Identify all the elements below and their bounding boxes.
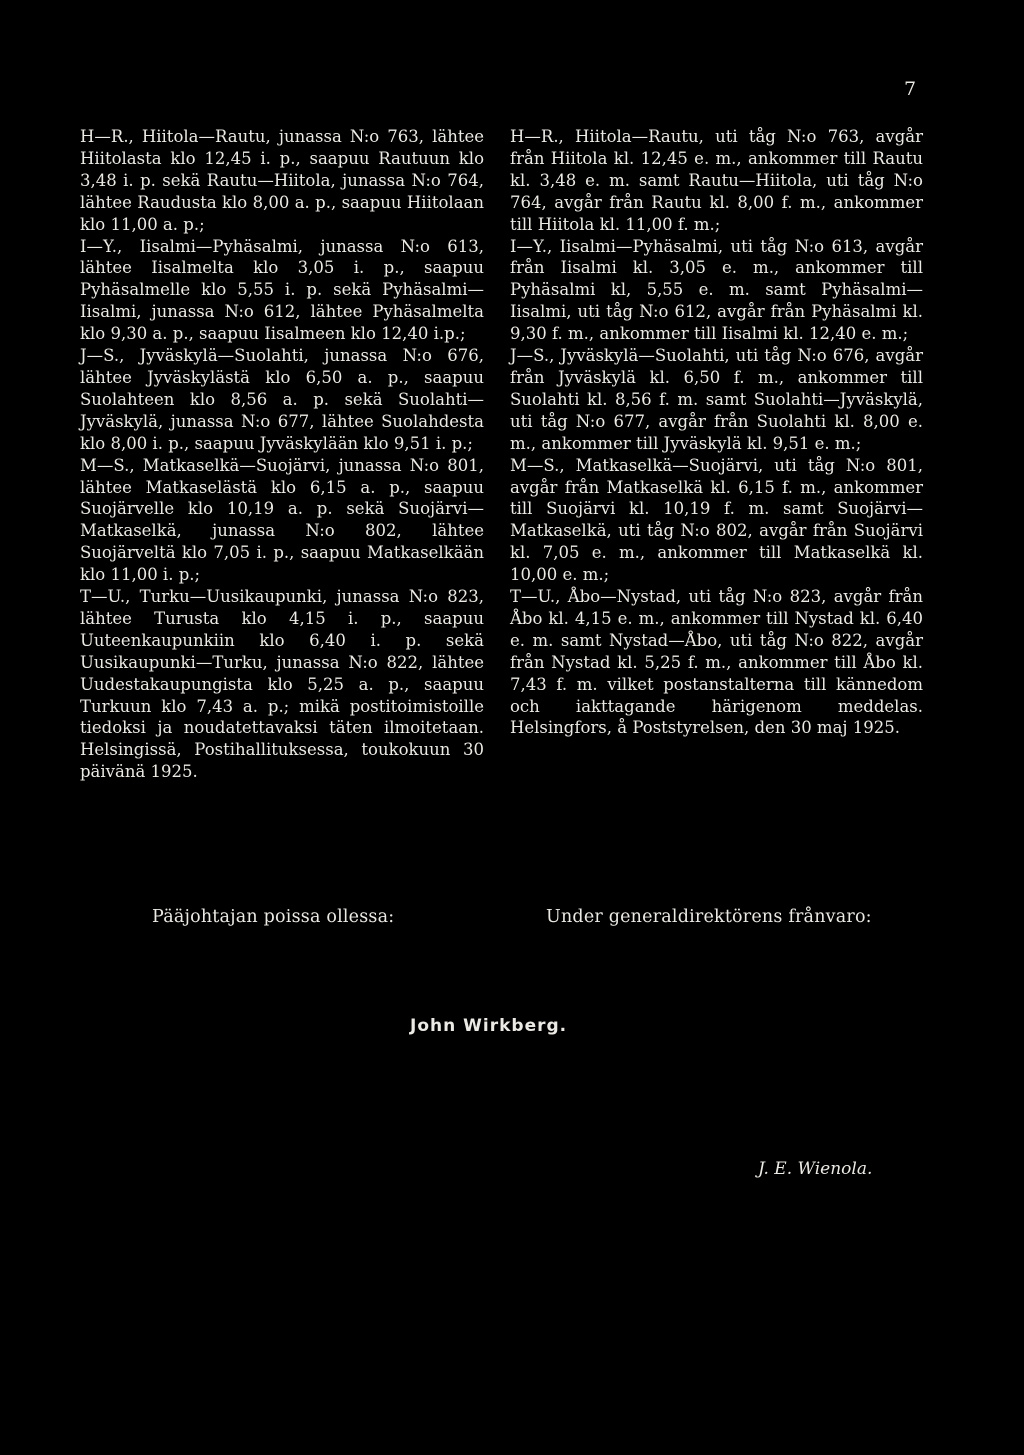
signature-caption-fi: Pääjohtajan poissa ollessa: <box>152 907 395 927</box>
paragraph-i-y-fi: I—Y., Iisalmi—Pyhäsalmi, junassa N:o 613, lähtee Iisalmelta klo 3,05 i. p., saapuu Pyhäsalmelle klo 5,55 i. p. sekä Pyhäsalmi—Iisalmi, junassa N:o 612, lähtee Pyhäsalmelta klo 9,30 a. p., saapuu Iisalmeen klo 12,40 i.p.; <box>80 236 484 344</box>
paragraph-t-u-sv: T—U., Åbo—Nystad, uti tåg N:o 823, avgår från Åbo kl. 4,15 e. m., ankommer till Nystad kl. 6,40 e. m. samt Nystad—Åbo, uti tåg N:o 822, avgår från Nystad kl. 5,25 f. m., ankommer till Åbo kl. 7,43 f. m. vilket postanstalterna till kännedom och iakttagande härigenom meddelas. Helsingfors, å Poststyrelsen, den 30 maj 1925. <box>510 587 923 738</box>
paragraph-m-s-sv: M—S., Matkaselkä—Suojärvi, uti tåg N:o 801, avgår från Matkaselkä kl. 6,15 f. m., ankommer till Suojärvi kl. 10,19 f. m. samt Suojärvi—Matkaselkä, uti tåg N:o 802, avgår från Suojärvi kl. 7,05 e. m., ankommer till Matkaselkä kl. 10,00 e. m.; <box>510 455 923 585</box>
finnish-column <box>80 126 484 783</box>
signer-name-secondary: J. E. Wienola. <box>758 1159 873 1179</box>
signer-name-primary: John Wirkberg. <box>410 1016 568 1036</box>
page-number: 7 <box>904 78 917 100</box>
paragraph-h-r-fi: H—R., Hiitola—Rautu, junassa N:o 763, lähtee Hiitolasta klo 12,45 i. p., saapuu Rautuun klo 3,48 i. p. sekä Rautu—Hiitola, junassa N:o 764, lähtee Raudusta klo 8,00 a. p., saapuu Hiitolaan klo 11,00 a. p.; <box>80 127 484 234</box>
signature-caption-sv: Under generaldirektörens frånvaro: <box>546 907 872 927</box>
paragraph-t-u-fi: T—U., Turku—Uusikaupunki, junassa N:o 823, lähtee Turusta klo 4,15 i. p., saapuu Uuteenkaupunkiin klo 6,40 i. p. sekä Uusikaupunki—Turku, junassa N:o 822, lähtee Uudestakaupungista klo 5,25 a. p., saapuu Turkuun klo 7,43 a. p.; mikä postitoimistoille tiedoksi ja noudatettavaksi täten ilmoitetaan. Helsingissä, Postihallituksessa, toukokuun 30 päivänä 1925. <box>80 587 484 782</box>
paragraph-j-s-fi: J—S., Jyväskylä—Suolahti, junassa N:o 676, lähtee Jyväskylästä klo 6,50 a. p., saapuu Suolahteen klo 8,56 a. p. sekä Suolahti—Jyväskylä, junassa N:o 677, lähtee Suolahdesta klo 8,00 i. p., saapuu Jyväskylään klo 9,51 i. p.; <box>80 346 484 453</box>
swedish-column <box>510 126 923 739</box>
paragraph-j-s-sv: J—S., Jyväskylä—Suolahti, uti tåg N:o 676, avgår från Jyväskylä kl. 6,50 f. m., ankommer till Suolahti kl. 8,56 f. m. samt Suolahti—Jyväskylä, uti tåg N:o 677, avgår från Suolahti kl. 8,00 e. m., ankommer till Jyväskylä kl. 9,51 e. m.; <box>510 346 923 453</box>
paragraph-h-r-sv: H—R., Hiitola—Rautu, uti tåg N:o 763, avgår från Hiitola kl. 12,45 e. m., ankommer till Rautu kl. 3,48 e. m. samt Rautu—Hiitola, uti tåg N:o 764, avgår från Rautu kl. 8,00 f. m., ankommer till Hiitola kl. 11,00 f. m.; <box>510 127 923 234</box>
paragraph-m-s-fi: M—S., Matkaselkä—Suojärvi, junassa N:o 801, lähtee Matkaselästä klo 6,15 a. p., saapuu Suojärvelle klo 10,19 a. p. sekä Suojärvi—Matkaselkä, junassa N:o 802, lähtee Suojärveltä klo 7,05 i. p., saapuu Matkaselkään klo 11,00 i. p.; <box>80 455 484 585</box>
paragraph-i-y-sv: I—Y., Iisalmi—Pyhäsalmi, uti tåg N:o 613, avgår från Iisalmi kl. 3,05 e. m., ankommer till Pyhäsalmi kl, 5,55 e. m. samt Pyhäsalmi—Iisalmi, uti tåg N:o 612, avgår från Pyhäsalmi kl. 9,30 f. m., ankommer till Iisalmi kl. 12,40 e. m.; <box>510 236 923 344</box>
